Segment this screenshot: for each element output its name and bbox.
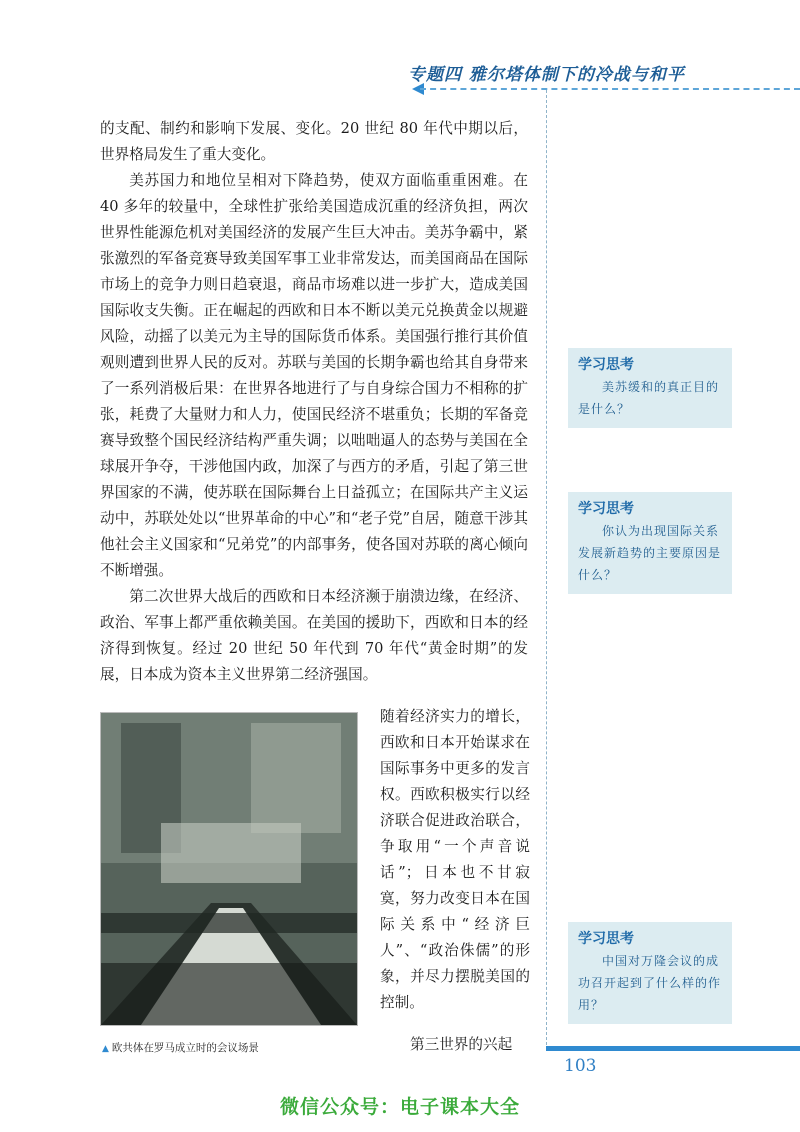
header-dashed-line bbox=[420, 88, 800, 90]
meeting-photo-illustration bbox=[101, 713, 357, 1025]
chapter-header-title: 专题四 雅尔塔体制下的冷战与和平 bbox=[408, 65, 685, 85]
section-heading-third-world: 第三世界的兴起 bbox=[410, 1036, 513, 1053]
study-think-box-2 bbox=[568, 492, 732, 594]
photo-caption bbox=[102, 1040, 259, 1055]
study-think-title: 学习思考 bbox=[578, 357, 634, 373]
study-think-question: 你认为出现国际关系发展新趋势的主要原因是什么？ bbox=[578, 524, 722, 582]
paragraph-western-europe-japan: 第二次世界大战后的西欧和日本经济濒于崩溃边缘，在经济、政治、军事上都严重依赖美国。在美国的援助下，西欧和日本的经济得到恢复。经过 20 世纪 50 年代到 70 年代“黄金时期”的发展，日本成为资本主义世界第二经济强国。 bbox=[100, 588, 528, 683]
watermark-text: 微信公众号：电子课本大全 bbox=[279, 1096, 520, 1118]
triangle-marker-icon: ▲ bbox=[102, 1044, 109, 1054]
paragraph-us-ussr-decline: 美苏国力和地位呈相对下降趋势，使双方面临重重困难。在 40 多年的较量中，全球性扩张给美国造成沉重的经济负担，两次世界性能源危机对美国经济的发展产生巨大冲击。美苏争霸中，紧张激烈的军备竞赛导致美国军事工业非常发达，而美国商品在国际市场上的竞争力则日趋衰退，商品市场难以进一步扩大，造成美国国际收支失衡。正在崛起的西欧和日本不断以美元兑换黄金以规避风险，动摇了以美元为主导的国际货币体系。美国强行推行其价值观则遭到世界人民的反对。苏联与美国的长期争霸也给其自身带来了一系列消极后果：在世界各地进行了与自身综合国力不相称的扩张，耗费了大量财力和人力，使国民经济不堪重负；长期的军备竞赛导致整个国民经济结构严重失调；以咄咄逼人的态势与美国在全球展开争夺，干涉他国内政，加深了与西方的矛盾，引起了第三世界国家的不满，使苏联在国际舞台上日益孤立；在国际共产主义运动中，苏联处处以“世界革命的中心”和“老子党”自居，随意干涉其他社会主义国家和“兄弟党”的内部事务，使各国对苏联的离心倾向不断增强。 bbox=[100, 172, 528, 579]
bottom-accent-bar bbox=[546, 1046, 800, 1051]
study-think-question: 中国对万隆会议的成功召开起到了什么样的作用？ bbox=[578, 954, 722, 1012]
study-think-title: 学习思考 bbox=[578, 931, 634, 947]
meeting-photo bbox=[100, 712, 358, 1026]
study-think-title: 学习思考 bbox=[578, 501, 634, 517]
study-think-box-1 bbox=[568, 348, 732, 428]
page-number: 103 bbox=[564, 1056, 597, 1076]
study-think-box-3 bbox=[568, 922, 732, 1024]
paragraph-seeking-voice: 随着经济实力的增长，西欧和日本开始谋求在国际事务中更多的发言权。西欧积极实行以经济联合促进政治联合，争取用“一个声音说话”；日本也不甘寂寞，努力改变日本在国际关系中“经济巨人”、“政治侏儒”的形象，并尽力摆脱美国的控制。 bbox=[380, 708, 530, 1011]
paragraph-continued: 的支配、制约和影响下发展、变化。20 世纪 80 年代中期以后，世界格局发生了重大变化。 bbox=[100, 120, 528, 163]
column-divider bbox=[546, 90, 547, 1050]
study-think-question: 美苏缓和的真正目的是什么？ bbox=[578, 380, 720, 416]
main-text-column bbox=[100, 116, 528, 688]
photo-caption-text: 欧共体在罗马成立时的会议场景 bbox=[111, 1042, 259, 1054]
